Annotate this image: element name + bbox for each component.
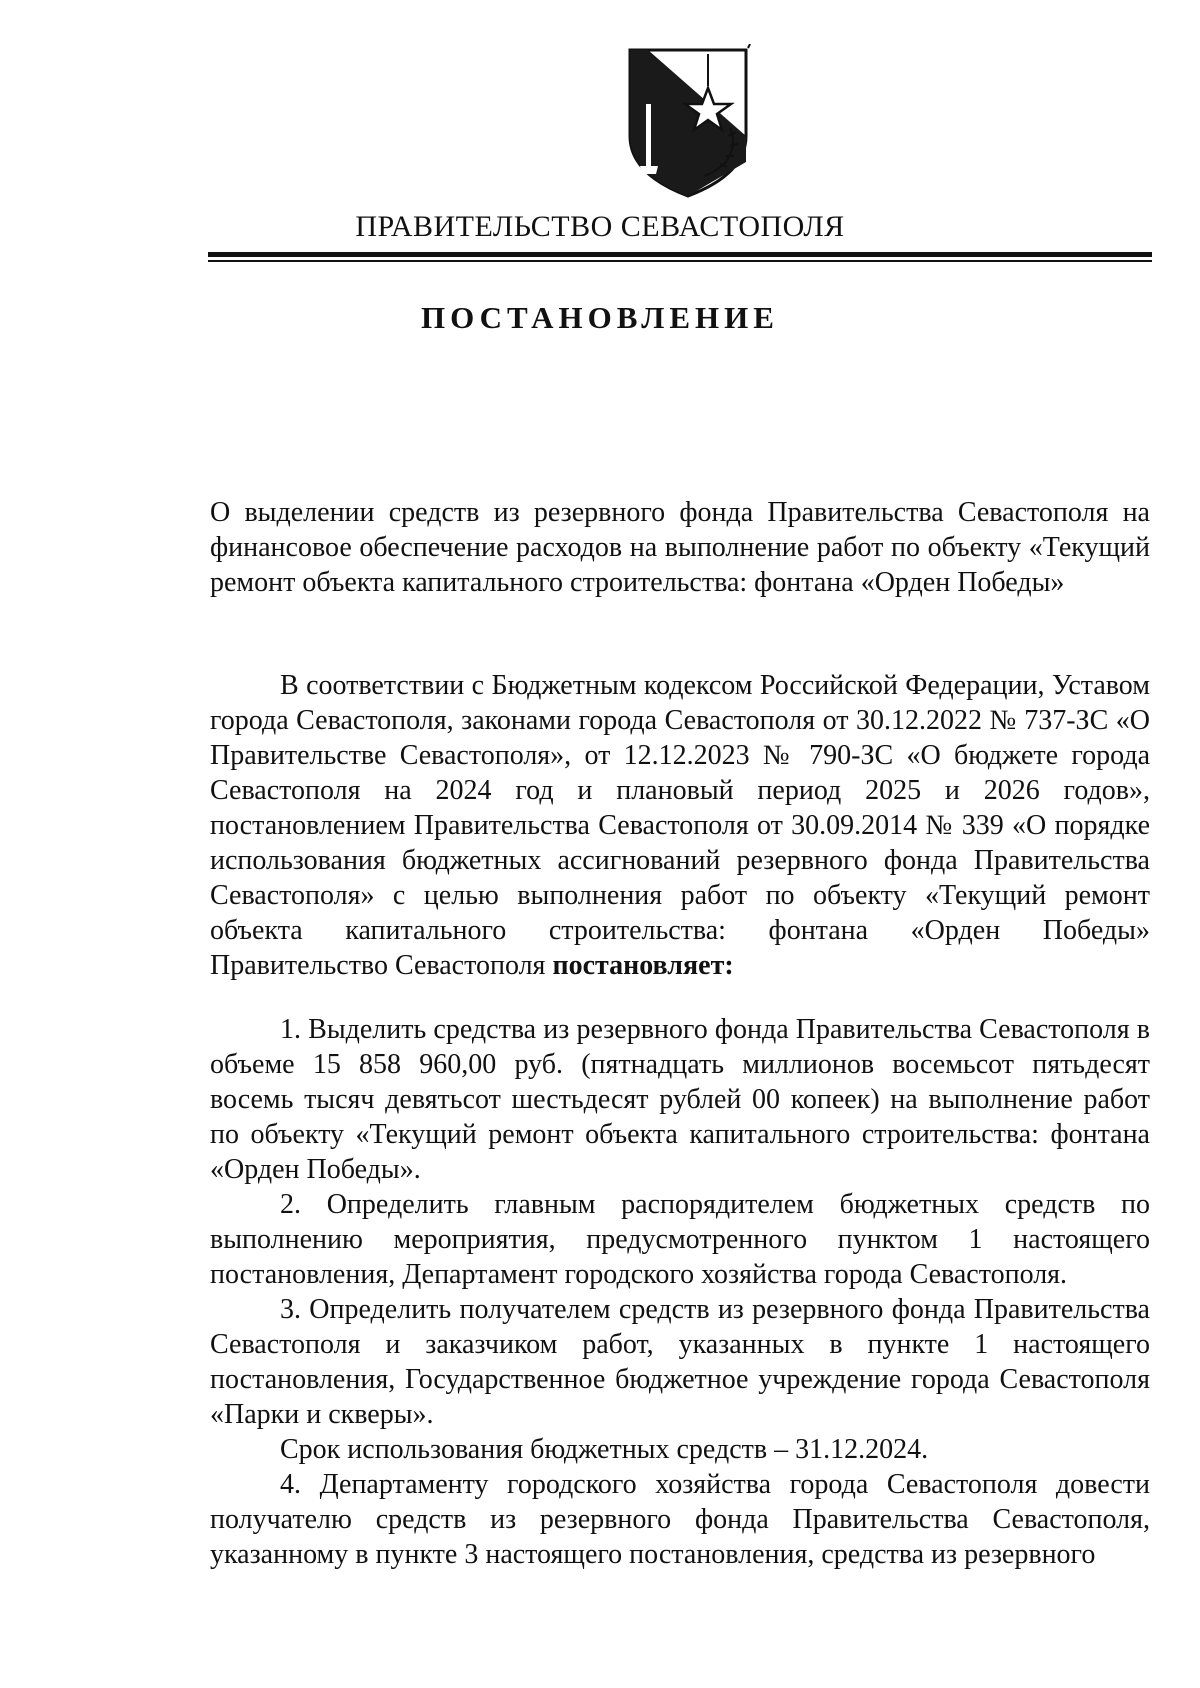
decree-item: 1. Выделить средства из резервного фонда Правительства Севастополя в объеме 15 858 960,00 руб. (пятнадцать миллионов восемьсот пятьдесят восемь тысяч девятьсот шестьдесят рублей 00 копеек) на выполнение работ по объекту «Текущий ремонт объекта капитального строительства: фонтана «Орден Победы». <box>210 1014 1150 1185</box>
decree-item: 4. Департаменту городского хозяйства города Севастополя довести получателю средств из резервного фонда Правительства Севастополя, указанному в пункте 3 настоящего постановления, средства из резервного <box>210 1469 1150 1570</box>
preamble <box>210 668 1150 983</box>
decree-item: 2. Определить главным распорядителем бюджетных средств по выполнению мероприятия, предусмотренного пунктом 1 настоящего постановления, Департамент городского хозяйства города Севастополя. <box>210 1189 1150 1290</box>
document-subject <box>210 495 1150 600</box>
sevastopol-coat-of-arms-icon <box>618 44 758 204</box>
decree-item: 3. Определить получателем средств из резервного фонда Правительства Севастополя и заказчиком работ, указанных в пункте 1 настоящего постановления, Государственное бюджетное учреждение города Севастополя «Парки и скверы». <box>210 1294 1150 1430</box>
preamble-text: В соответствии с Бюджетным кодексом Российской Федерации, Уставом города Севастополя, законами города Севастополя от 30.12.2022 № 737-ЗС «О Правительстве Севастополя», от 12.12.2023 № 790-ЗС «О бюджете города Севастополя на 2024 год и плановый период 2025 и 2026 годов», постановлением Правительства Севастополя от 30.09.2014 № 339 «О порядке использования бюджетных ассигнований резервного фонда Правительства Севастополя» с целью выполнения работ по объекту «Текущий ремонт объекта капитального строительства: фонтана «Орден Победы» Правительство Севастополя <box>210 670 1150 981</box>
header-rule-thin <box>208 260 1152 262</box>
decree-item: Срок использования бюджетных средств – 31.12.2024. <box>280 1434 929 1465</box>
decree-items <box>210 1012 1150 1572</box>
preamble-paragraph <box>210 668 1150 983</box>
header-rule-thick <box>208 252 1152 257</box>
organization-name: ПРАВИТЕЛЬСТВО СЕВАСТОПОЛЯ <box>355 210 845 243</box>
document-type-title: ПОСТАНОВЛЕНИЕ <box>421 300 779 335</box>
subject-text: О выделении средств из резервного фонда Правительства Севастополя на финансовое обеспечение расходов на выполнение работ по объекту «Текущий ремонт объекта капитального строительства: фонтана «Орден Победы» <box>210 497 1150 598</box>
decree-word: постановляет: <box>552 950 734 981</box>
